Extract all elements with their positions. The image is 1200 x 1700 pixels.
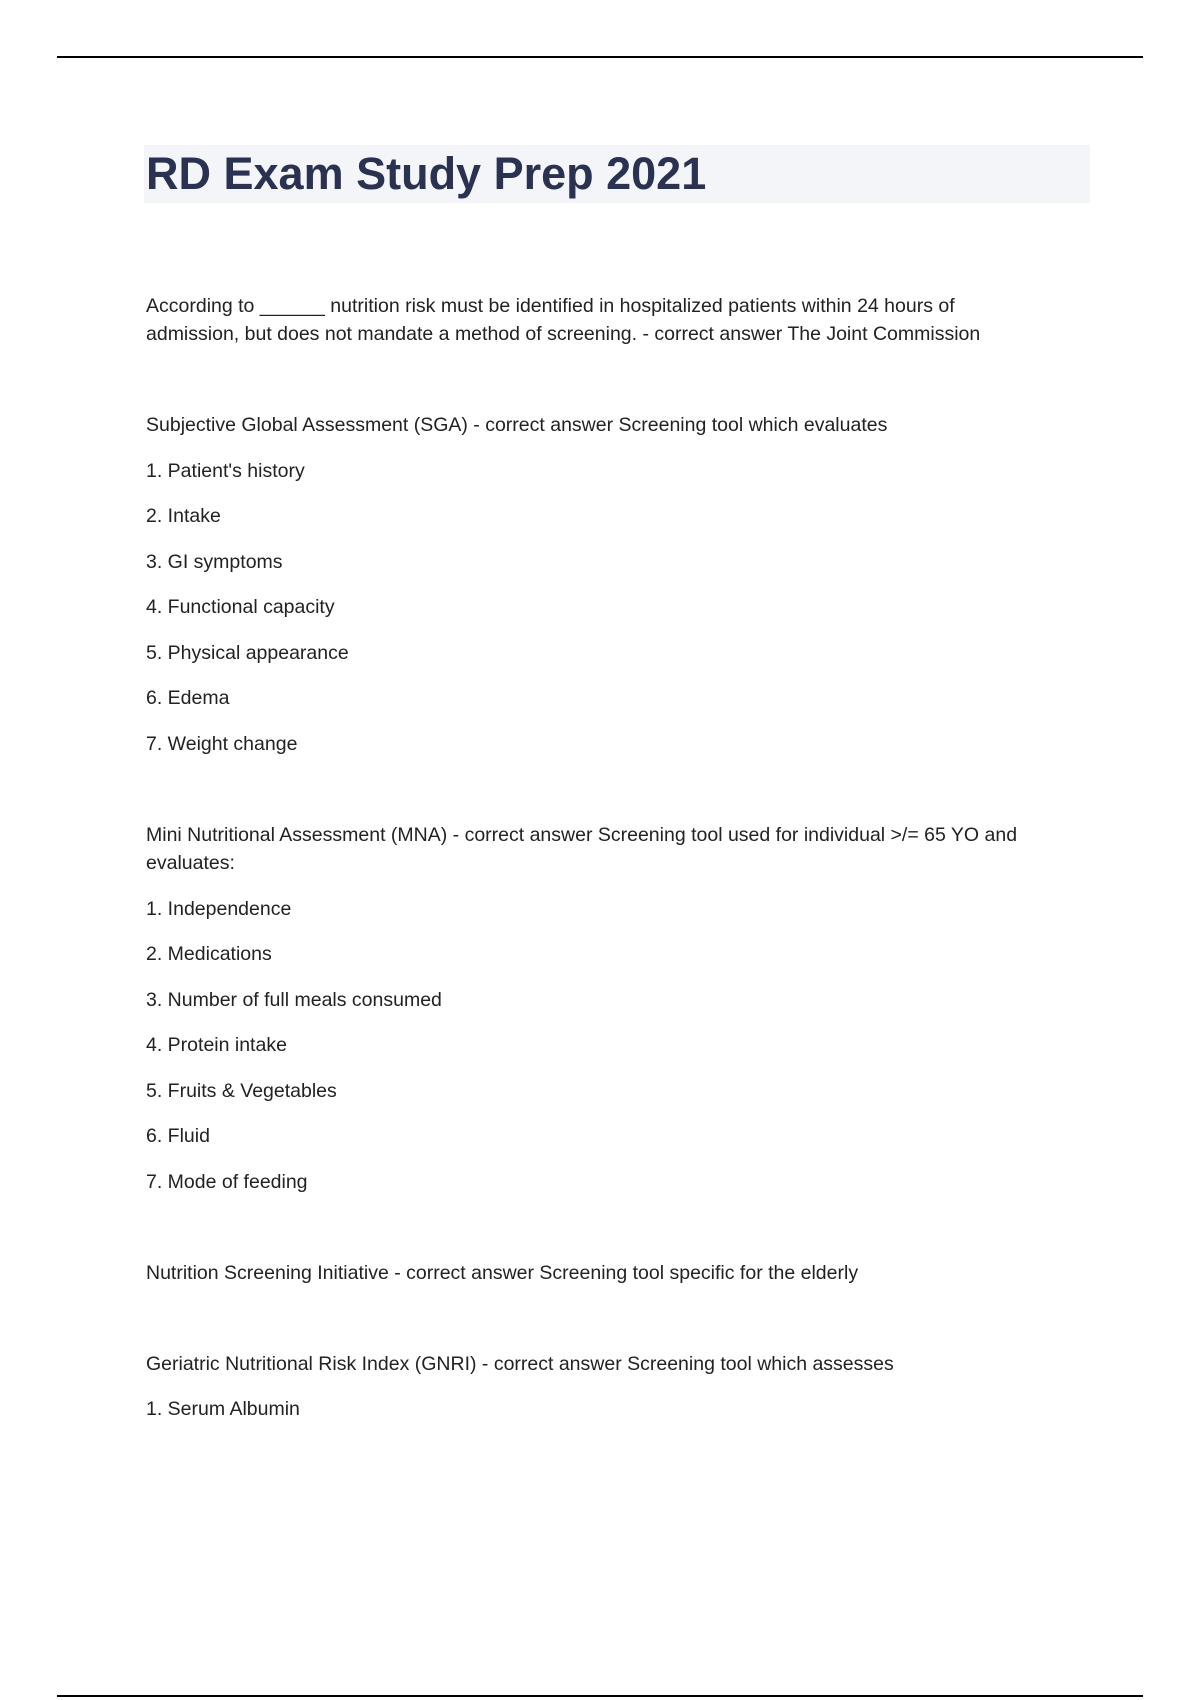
sga-list-item: 6. Edema	[146, 687, 230, 709]
bottom-rule	[57, 1695, 1143, 1697]
page-title: RD Exam Study Prep 2021	[146, 148, 707, 199]
sga-list-item: 3. GI symptoms	[146, 551, 283, 573]
mna-list-item: 4. Protein intake	[146, 1034, 287, 1056]
mna-list-item: 1. Independence	[146, 898, 292, 920]
mna-list-item: 5. Fruits & Vegetables	[146, 1080, 337, 1102]
top-rule	[57, 56, 1143, 58]
mna-heading-line-2: evaluates:	[146, 852, 235, 874]
mna-list-item: 7. Mode of feeding	[146, 1171, 308, 1193]
nsi-text: Nutrition Screening Initiative - correct answer Screening tool specific for the elderly	[146, 1262, 859, 1284]
gnri-heading: Geriatric Nutritional Risk Index (GNRI) - correct answer Screening tool which assesses	[146, 1353, 894, 1375]
sga-list-item: 7. Weight change	[146, 733, 298, 755]
q1-text-line-2: admission, but does not mandate a method of screening. - correct answer The Joint Commission	[146, 323, 981, 345]
mna-heading-line-1: Mini Nutritional Assessment (MNA) - correct answer Screening tool used for individual >/= 65 YO and	[146, 824, 1018, 846]
sga-list-item: 2. Intake	[146, 505, 221, 527]
sga-list-item: 1. Patient's history	[146, 460, 305, 482]
sga-list-item: 4. Functional capacity	[146, 596, 335, 618]
sga-heading: Subjective Global Assessment (SGA) - correct answer Screening tool which evaluates	[146, 414, 888, 436]
mna-list-item: 3. Number of full meals consumed	[146, 989, 442, 1011]
q1-text-line-1: According to ______ nutrition risk must be identified in hospitalized patients within 24 hours of	[146, 295, 955, 317]
sga-list-item: 5. Physical appearance	[146, 642, 349, 664]
gnri-list-item: 1. Serum Albumin	[146, 1398, 300, 1420]
mna-list-item: 2. Medications	[146, 943, 272, 965]
mna-list-item: 6. Fluid	[146, 1125, 210, 1147]
